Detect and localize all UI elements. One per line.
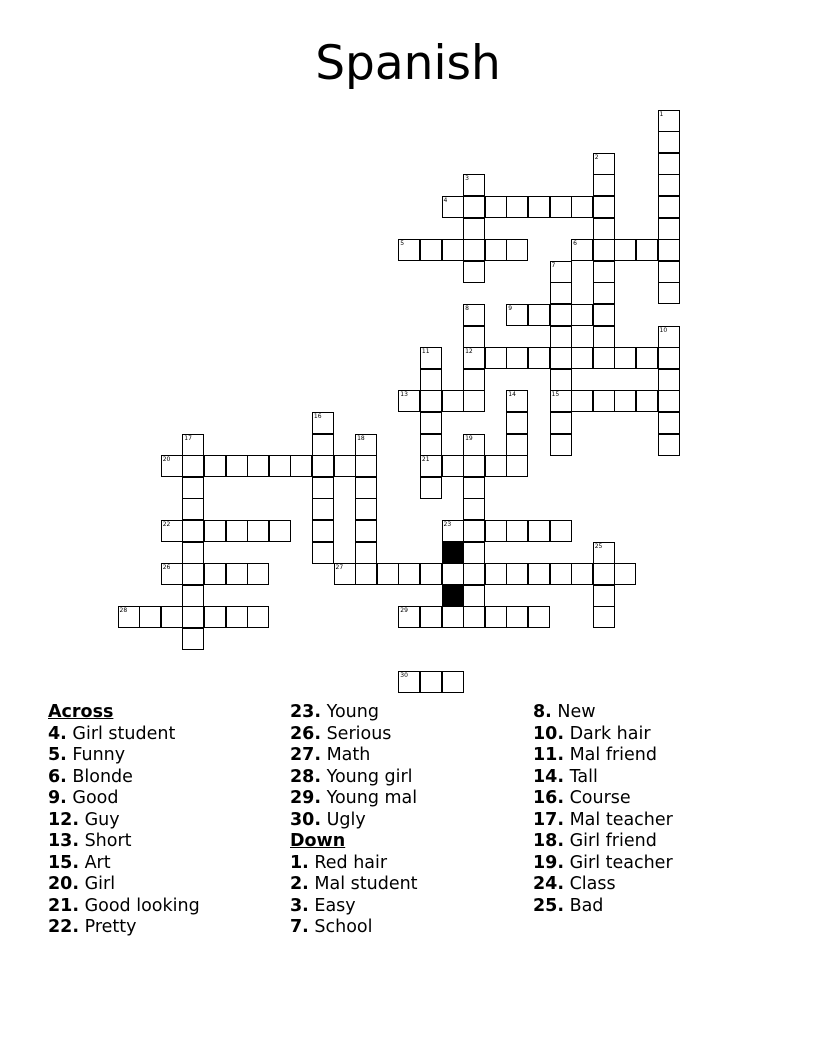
grid-cell[interactable] xyxy=(463,369,485,391)
clue-text: Blonde xyxy=(66,766,133,787)
grid-cell[interactable] xyxy=(528,304,550,326)
grid-cell[interactable] xyxy=(550,196,572,218)
clue-number-label: 7. xyxy=(290,917,309,937)
clue-number: 9 xyxy=(508,304,513,312)
grid-cell[interactable] xyxy=(398,671,420,693)
grid-cell[interactable] xyxy=(463,304,485,326)
grid-cell[interactable] xyxy=(290,455,312,477)
grid-cell[interactable] xyxy=(658,434,680,456)
clue-text: Bad xyxy=(564,895,604,916)
clue-number: 19 xyxy=(465,434,473,442)
grid-cell[interactable] xyxy=(571,390,593,412)
down-clue xyxy=(533,810,673,832)
clue-text: Young girl xyxy=(321,766,413,787)
clue-number-label: 23. xyxy=(290,702,322,722)
clue-number-label: 9. xyxy=(48,788,67,808)
clue-text: Mal teacher xyxy=(564,809,673,830)
grid-cell[interactable] xyxy=(593,585,615,607)
grid-cell[interactable] xyxy=(182,628,204,650)
grid-cell[interactable] xyxy=(485,455,507,477)
grid-cell[interactable] xyxy=(658,412,680,434)
grid-cell[interactable] xyxy=(463,174,485,196)
clue-number-label: 14. xyxy=(533,766,565,787)
clue-text: Course xyxy=(564,788,631,808)
grid-cell[interactable] xyxy=(463,606,485,628)
clue-number-label: 25. xyxy=(533,895,565,916)
clue-number-label: 19. xyxy=(533,852,565,873)
grid-cell[interactable] xyxy=(247,520,269,542)
grid-cell[interactable] xyxy=(485,196,507,218)
down-clue xyxy=(533,853,673,875)
grid-cell[interactable] xyxy=(161,520,183,542)
grid-cell[interactable] xyxy=(528,347,550,369)
clue-number-label: 12. xyxy=(48,809,80,830)
clue-number-label: 24. xyxy=(533,874,565,894)
grid-cell[interactable] xyxy=(312,455,334,477)
grid-cell[interactable] xyxy=(398,563,420,585)
down-clue xyxy=(533,767,673,789)
clue-number-label: 20. xyxy=(48,874,80,894)
grid-cell[interactable] xyxy=(506,606,528,628)
grid-cell[interactable] xyxy=(226,520,248,542)
clue-number: 25 xyxy=(594,542,603,550)
grid-cell[interactable] xyxy=(161,455,183,477)
clue-number: 15 xyxy=(551,391,560,399)
clue-text: Girl friend xyxy=(564,831,657,851)
grid-cell[interactable] xyxy=(463,498,485,520)
clue-column-3 xyxy=(533,702,673,917)
clue-number-label: 30. xyxy=(290,809,322,830)
clue-text: Funny xyxy=(66,745,126,765)
grid-cell[interactable] xyxy=(420,563,442,585)
grid-cell[interactable] xyxy=(485,347,507,369)
across-heading: Across xyxy=(48,702,114,722)
across-clue xyxy=(48,917,200,939)
clue-number-label: 13. xyxy=(48,831,80,851)
grid-cell[interactable] xyxy=(226,606,248,628)
across-clue xyxy=(290,767,418,789)
clue-text: Math xyxy=(321,745,371,765)
grid-cell[interactable] xyxy=(463,477,485,499)
grid-cell[interactable] xyxy=(226,455,248,477)
clue-number: 2 xyxy=(594,153,599,161)
clue-text: Pretty xyxy=(79,917,137,937)
clue-number: 16 xyxy=(313,412,322,420)
across-clue xyxy=(290,702,418,724)
clue-number: 17 xyxy=(184,434,192,442)
clue-text: Good looking xyxy=(79,895,200,916)
across-clue xyxy=(48,724,200,746)
grid-cell[interactable] xyxy=(442,239,464,261)
down-clue xyxy=(533,745,673,767)
across-clue xyxy=(48,874,200,896)
grid-cell[interactable] xyxy=(204,563,226,585)
grid-cell[interactable] xyxy=(355,498,377,520)
grid-cell[interactable] xyxy=(463,563,485,585)
grid-cell[interactable] xyxy=(506,412,528,434)
clue-number: 28 xyxy=(119,607,128,615)
grid-cell[interactable] xyxy=(312,412,334,434)
grid-cell[interactable] xyxy=(593,542,615,564)
clue-text: Art xyxy=(79,852,111,873)
grid-cell[interactable] xyxy=(182,434,204,456)
across-clue xyxy=(290,745,418,767)
grid-cell[interactable] xyxy=(636,239,658,261)
grid-cell[interactable] xyxy=(658,153,680,175)
grid-cell[interactable] xyxy=(312,520,334,542)
grid-cell[interactable] xyxy=(463,542,485,564)
grid-cell[interactable] xyxy=(182,477,204,499)
grid-cell[interactable] xyxy=(593,390,615,412)
grid-cell[interactable] xyxy=(442,520,464,542)
grid-cell[interactable] xyxy=(485,520,507,542)
grid-cell[interactable] xyxy=(550,282,572,304)
down-clue xyxy=(533,702,673,724)
clue-text: Easy xyxy=(308,895,356,916)
grid-cell[interactable] xyxy=(463,434,485,456)
clue-text: Young xyxy=(321,702,379,722)
down-clue xyxy=(290,896,418,918)
across-clue xyxy=(290,724,418,746)
grid-cell[interactable] xyxy=(550,304,572,326)
grid-cell[interactable] xyxy=(420,455,442,477)
grid-cell[interactable] xyxy=(442,606,464,628)
grid-cell[interactable] xyxy=(593,347,615,369)
clue-number: 3 xyxy=(465,175,469,183)
grid-cell[interactable] xyxy=(182,498,204,520)
grid-cell[interactable] xyxy=(182,455,204,477)
grid-cell[interactable] xyxy=(636,390,658,412)
clue-number: 12 xyxy=(465,348,473,356)
grid-cell[interactable] xyxy=(377,563,399,585)
grid-cell[interactable] xyxy=(593,261,615,283)
across-clue xyxy=(48,745,200,767)
down-clue xyxy=(290,853,418,875)
across-clue xyxy=(48,767,200,789)
grid-cell[interactable] xyxy=(593,326,615,348)
grid-cell[interactable] xyxy=(658,369,680,391)
grid-cell[interactable] xyxy=(420,239,442,261)
grid-cell[interactable] xyxy=(463,196,485,218)
grid-cell[interactable] xyxy=(593,218,615,240)
grid-cell[interactable] xyxy=(593,282,615,304)
clue-number-label: 27. xyxy=(290,745,322,765)
clue-number: 22 xyxy=(162,520,171,528)
grid-cell[interactable] xyxy=(485,239,507,261)
grid-cell[interactable] xyxy=(420,606,442,628)
clue-text: Good xyxy=(66,788,119,808)
grid-cell[interactable] xyxy=(506,434,528,456)
clue-number: 13 xyxy=(400,391,408,399)
grid-cell[interactable] xyxy=(118,606,140,628)
across-clue xyxy=(48,788,200,810)
grid-cell[interactable] xyxy=(528,520,550,542)
grid-cell[interactable] xyxy=(442,196,464,218)
down-clue xyxy=(290,874,418,896)
grid-cell[interactable] xyxy=(506,239,528,261)
grid-cell[interactable] xyxy=(658,174,680,196)
grid-cell[interactable] xyxy=(355,563,377,585)
grid-cell[interactable] xyxy=(463,218,485,240)
grid-cell[interactable] xyxy=(658,196,680,218)
clue-number: 18 xyxy=(357,434,365,442)
grid-cell[interactable] xyxy=(204,606,226,628)
grid-cell[interactable] xyxy=(636,347,658,369)
clue-text: Mal friend xyxy=(564,745,658,765)
across-clue xyxy=(48,853,200,875)
clue-text: School xyxy=(308,917,373,937)
clue-number-label: 17. xyxy=(533,809,565,830)
clue-number: 10 xyxy=(659,326,668,334)
grid-cell[interactable] xyxy=(506,520,528,542)
grid-cell[interactable] xyxy=(398,239,420,261)
grid-cell[interactable] xyxy=(463,239,485,261)
clue-number: 6 xyxy=(573,240,577,248)
grid-cell[interactable] xyxy=(658,218,680,240)
grid-cell[interactable] xyxy=(247,606,269,628)
grid-cell[interactable] xyxy=(442,671,464,693)
grid-cell[interactable] xyxy=(420,369,442,391)
grid-cell[interactable] xyxy=(506,390,528,412)
grid-cell[interactable] xyxy=(550,412,572,434)
grid-cell[interactable] xyxy=(463,520,485,542)
grid-cell[interactable] xyxy=(550,326,572,348)
grid-cell[interactable] xyxy=(334,455,356,477)
clue-number: 5 xyxy=(400,240,405,248)
grid-cell[interactable] xyxy=(420,412,442,434)
grid-cell[interactable] xyxy=(658,282,680,304)
down-clue xyxy=(533,831,673,853)
grid-cell[interactable] xyxy=(593,304,615,326)
clue-text: Young mal xyxy=(321,788,418,808)
grid-cell[interactable] xyxy=(247,455,269,477)
grid-cell[interactable] xyxy=(506,455,528,477)
grid-cell[interactable] xyxy=(463,455,485,477)
clue-number-label: 6. xyxy=(48,766,67,787)
grid-cell[interactable] xyxy=(550,520,572,542)
grid-cell[interactable] xyxy=(420,390,442,412)
grid-cell[interactable] xyxy=(528,563,550,585)
clue-number: 4 xyxy=(443,196,448,204)
grid-cell[interactable] xyxy=(550,390,572,412)
grid-cell[interactable] xyxy=(658,390,680,412)
grid-cell[interactable] xyxy=(485,606,507,628)
grid-cell[interactable] xyxy=(355,434,377,456)
grid-cell[interactable] xyxy=(614,563,636,585)
clue-text: Tall xyxy=(564,766,598,787)
grid-cell[interactable] xyxy=(571,304,593,326)
grid-cell[interactable] xyxy=(658,261,680,283)
grid-cell[interactable] xyxy=(506,347,528,369)
grid-cell[interactable] xyxy=(593,563,615,585)
clue-number: 14 xyxy=(508,391,516,399)
grid-cell[interactable] xyxy=(442,390,464,412)
clue-number-label: 5. xyxy=(48,745,67,765)
grid-cell[interactable] xyxy=(355,542,377,564)
clue-number: 29 xyxy=(400,607,408,615)
clue-text: New xyxy=(551,702,596,722)
clue-number-label: 16. xyxy=(533,788,565,808)
clue-text: Serious xyxy=(321,723,392,744)
down-clue xyxy=(290,917,418,939)
grid-cell[interactable] xyxy=(420,347,442,369)
grid-cell[interactable] xyxy=(139,606,161,628)
grid-cell[interactable] xyxy=(658,131,680,153)
grid-cell[interactable] xyxy=(463,326,485,348)
clue-number-label: 21. xyxy=(48,895,80,916)
grid-cell[interactable] xyxy=(463,390,485,412)
grid-cell[interactable] xyxy=(204,520,226,542)
grid-cell[interactable] xyxy=(312,477,334,499)
grid-cell[interactable] xyxy=(334,563,356,585)
across-clue xyxy=(290,810,418,832)
grid-cell[interactable] xyxy=(398,390,420,412)
clue-number-label: 11. xyxy=(533,745,565,765)
clue-number-label: 8. xyxy=(533,702,552,722)
clue-number-label: 1. xyxy=(290,852,309,873)
clue-number: 8 xyxy=(465,304,469,312)
clue-number: 11 xyxy=(421,348,430,356)
clue-number-label: 15. xyxy=(48,852,80,873)
grid-cell[interactable] xyxy=(571,239,593,261)
across-clue xyxy=(290,788,418,810)
clue-text: Mal student xyxy=(308,874,418,894)
grid-cell[interactable] xyxy=(355,477,377,499)
down-clue xyxy=(533,724,673,746)
grid-cell[interactable] xyxy=(550,369,572,391)
clue-text: Girl teacher xyxy=(564,852,673,873)
clue-text: Ugly xyxy=(321,809,366,830)
grid-cell[interactable] xyxy=(614,347,636,369)
grid-cell[interactable] xyxy=(571,347,593,369)
grid-cell[interactable] xyxy=(420,671,442,693)
down-clue xyxy=(533,874,673,896)
clue-number: 27 xyxy=(335,564,344,572)
grid-cell[interactable] xyxy=(463,347,485,369)
grid-cell[interactable] xyxy=(658,110,680,132)
across-clue xyxy=(48,831,200,853)
clue-number: 24 xyxy=(443,542,452,550)
clue-number: 26 xyxy=(162,564,171,572)
grid-cell[interactable] xyxy=(614,390,636,412)
clue-number: 20 xyxy=(162,456,171,464)
grid-cell[interactable] xyxy=(593,239,615,261)
grid-cell[interactable] xyxy=(550,347,572,369)
grid-cell[interactable] xyxy=(463,261,485,283)
clue-number: 1 xyxy=(659,110,664,118)
clue-text: Girl student xyxy=(66,723,176,744)
grid-cell[interactable] xyxy=(614,239,636,261)
grid-cell[interactable] xyxy=(420,477,442,499)
grid-cell[interactable] xyxy=(463,585,485,607)
clue-text: Short xyxy=(79,831,132,851)
grid-cell[interactable] xyxy=(506,563,528,585)
grid-cell[interactable] xyxy=(312,498,334,520)
grid-cell[interactable] xyxy=(442,563,464,585)
clue-number-label: 2. xyxy=(290,874,309,894)
clue-number: 21 xyxy=(421,456,430,464)
clue-column-1 xyxy=(48,702,200,939)
clue-text: Class xyxy=(564,874,616,894)
grid-cell[interactable] xyxy=(442,455,464,477)
grid-cell[interactable] xyxy=(226,563,248,585)
clue-number: 7 xyxy=(551,261,556,269)
grid-cell[interactable] xyxy=(355,455,377,477)
grid-cell[interactable] xyxy=(161,563,183,585)
grid-cell[interactable] xyxy=(593,153,615,175)
grid-cell[interactable] xyxy=(312,542,334,564)
grid-cell[interactable] xyxy=(528,606,550,628)
black-square xyxy=(442,542,464,564)
grid-cell[interactable] xyxy=(269,455,291,477)
grid-cell[interactable] xyxy=(593,196,615,218)
grid-cell[interactable] xyxy=(658,326,680,348)
grid-cell[interactable] xyxy=(161,606,183,628)
grid-cell[interactable] xyxy=(355,520,377,542)
down-clue xyxy=(533,896,673,918)
clue-text: Dark hair xyxy=(564,723,651,744)
grid-cell[interactable] xyxy=(550,261,572,283)
grid-cell[interactable] xyxy=(550,434,572,456)
across-clue xyxy=(48,896,200,918)
grid-cell[interactable] xyxy=(204,455,226,477)
grid-cell[interactable] xyxy=(182,606,204,628)
grid-cell[interactable] xyxy=(658,347,680,369)
clue-text: Girl xyxy=(79,874,116,894)
clue-number: 30 xyxy=(400,672,408,680)
clue-text: Red hair xyxy=(308,852,388,873)
grid-cell[interactable] xyxy=(593,174,615,196)
down-heading: Down xyxy=(290,831,346,851)
clue-text: Guy xyxy=(79,809,120,830)
clue-column-2 xyxy=(290,702,418,939)
across-clue xyxy=(48,810,200,832)
grid-cell[interactable] xyxy=(506,196,528,218)
grid-cell[interactable] xyxy=(182,585,204,607)
grid-cell[interactable] xyxy=(506,304,528,326)
clue-number-label: 26. xyxy=(290,723,322,744)
grid-cell[interactable] xyxy=(182,542,204,564)
grid-cell[interactable] xyxy=(182,563,204,585)
puzzle-title: Spanish xyxy=(315,36,501,91)
grid-cell[interactable] xyxy=(247,563,269,585)
grid-cell[interactable] xyxy=(658,239,680,261)
grid-cell[interactable] xyxy=(269,520,291,542)
grid-cell[interactable] xyxy=(312,434,334,456)
grid-cell[interactable] xyxy=(528,196,550,218)
clue-number-label: 4. xyxy=(48,723,67,744)
grid-cell[interactable] xyxy=(398,606,420,628)
grid-cell[interactable] xyxy=(571,563,593,585)
grid-cell[interactable] xyxy=(182,520,204,542)
grid-cell[interactable] xyxy=(593,606,615,628)
down-clue xyxy=(533,788,673,810)
grid-cell[interactable] xyxy=(420,434,442,456)
clue-number-label: 28. xyxy=(290,766,322,787)
clue-number-label: 3. xyxy=(290,895,309,916)
clue-number-label: 29. xyxy=(290,788,322,808)
clue-number-label: 22. xyxy=(48,917,80,937)
grid-cell[interactable] xyxy=(571,196,593,218)
clue-number-label: 10. xyxy=(533,723,565,744)
grid-cell[interactable] xyxy=(550,563,572,585)
black-square xyxy=(442,585,464,607)
clue-number-label: 18. xyxy=(533,831,565,851)
grid-cell[interactable] xyxy=(485,563,507,585)
clue-number: 23 xyxy=(443,520,452,528)
